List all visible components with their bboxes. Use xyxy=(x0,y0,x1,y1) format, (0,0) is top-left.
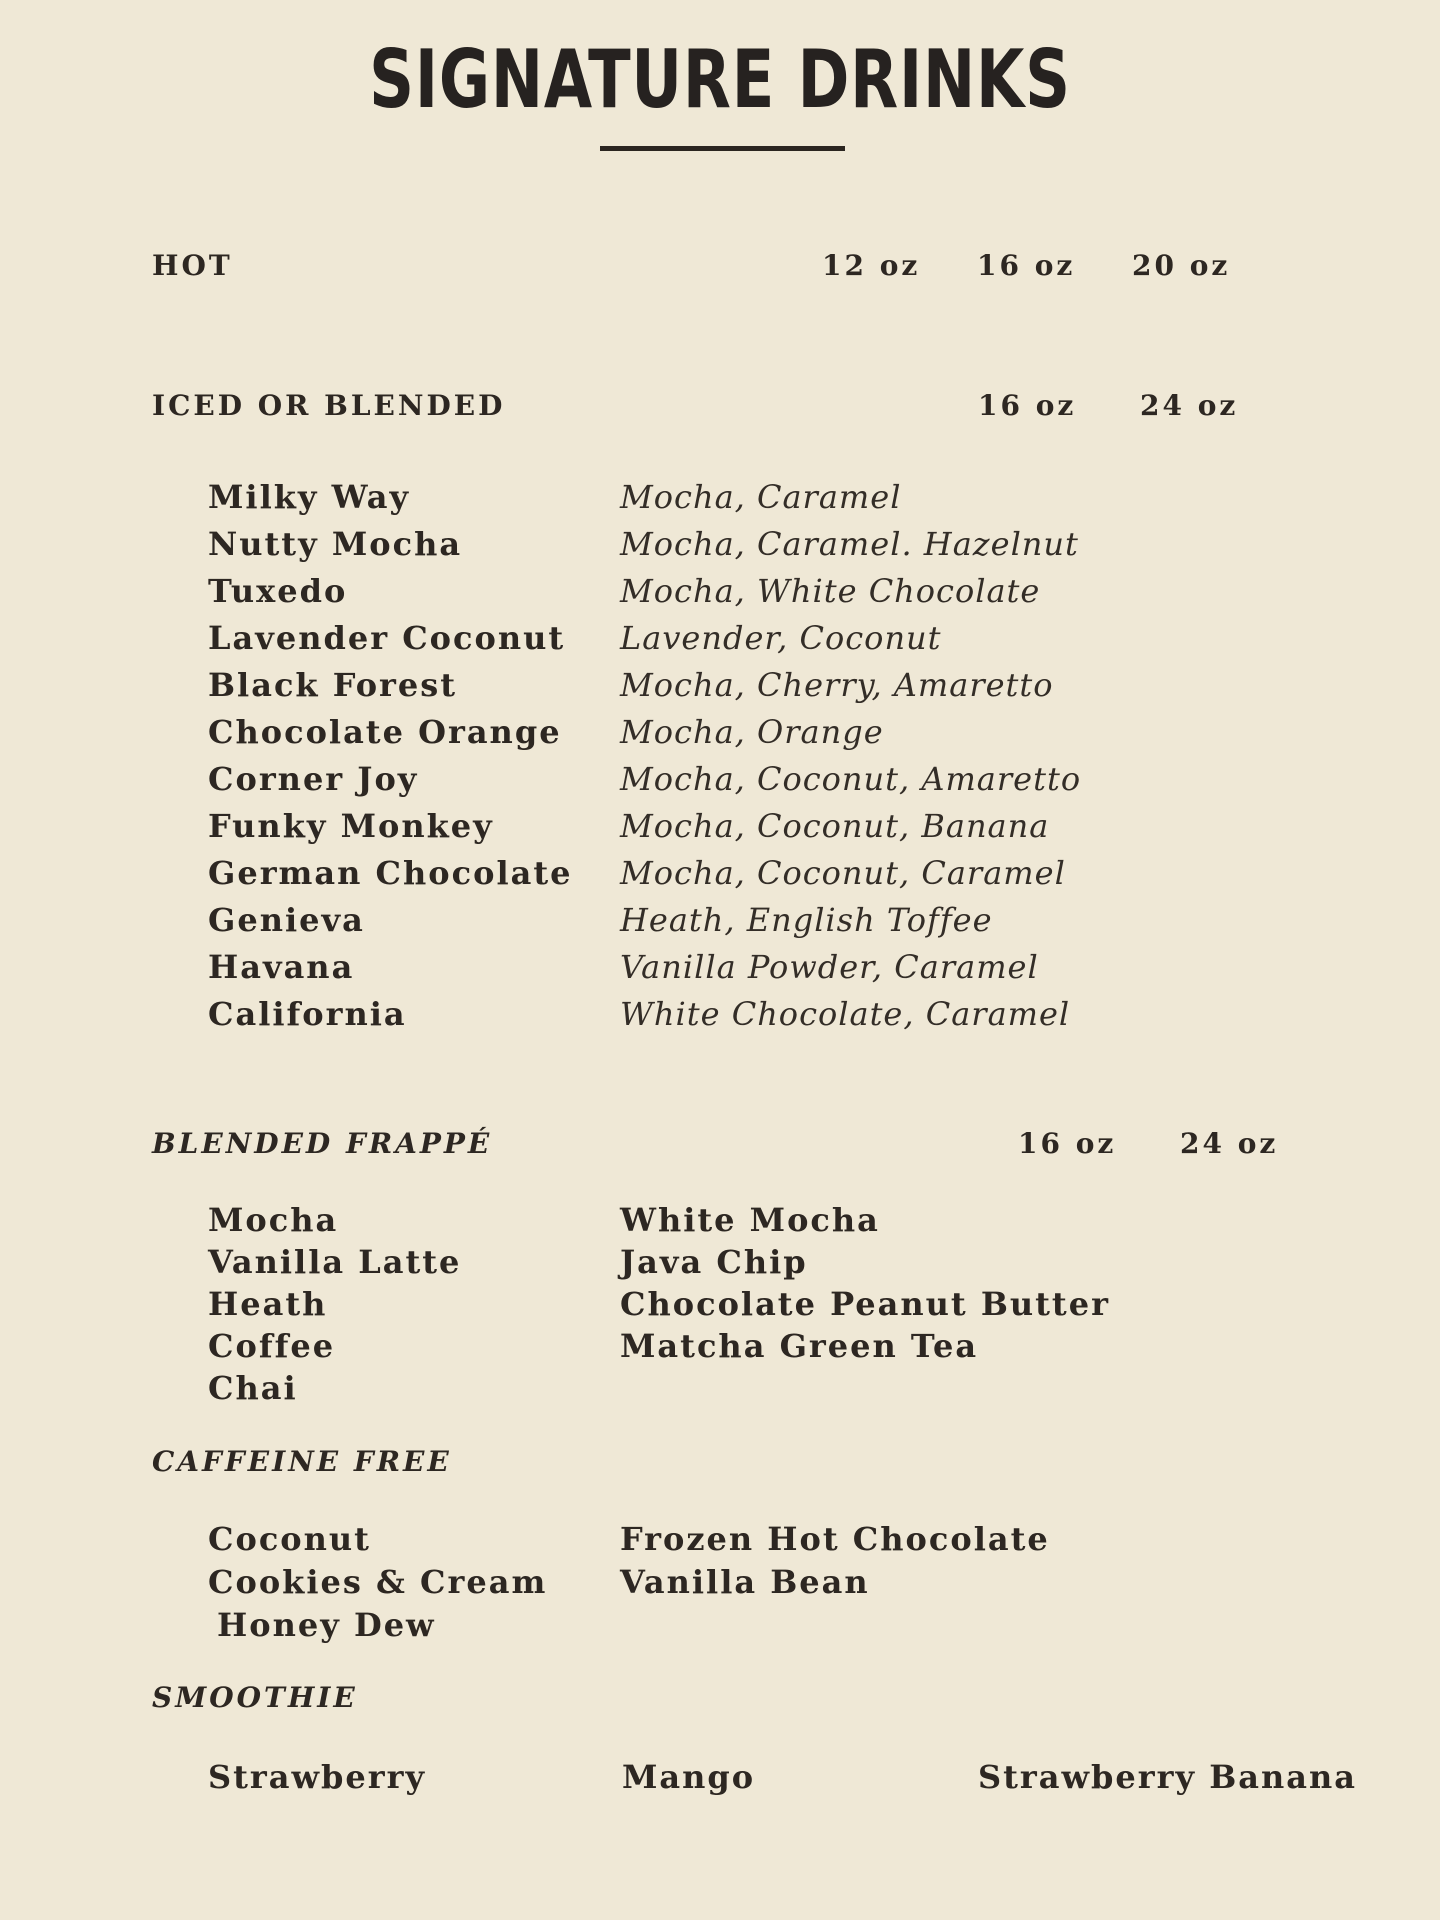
drink-name: Mocha xyxy=(208,1201,339,1239)
section-label-smoothie: SMOOTHIE xyxy=(152,1681,358,1714)
menu-item-row xyxy=(208,803,1400,850)
drink-name: Cookies & Cream xyxy=(208,1563,548,1601)
drink-name: German Chocolate xyxy=(208,854,573,892)
size-label: 12 oz xyxy=(822,249,921,282)
drink-name: Frozen Hot Chocolate xyxy=(620,1520,1050,1558)
menu-item-row xyxy=(208,1325,1400,1367)
drink-description: Mocha, Coconut, Caramel xyxy=(620,854,1066,892)
drink-name: Honey Dew xyxy=(217,1606,436,1644)
caffeine-free-drinks-list xyxy=(208,1518,1400,1647)
size-label: 16 oz xyxy=(978,389,1077,422)
menu-item-row xyxy=(208,1604,1400,1647)
drink-name: Corner Joy xyxy=(208,760,419,798)
drink-name: Java Chip xyxy=(620,1243,808,1281)
drink-name: Coconut xyxy=(208,1520,371,1558)
drink-name: White Mocha xyxy=(620,1201,880,1239)
drink-description: White Chocolate, Caramel xyxy=(620,995,1071,1033)
drink-name: Chai xyxy=(208,1369,298,1407)
menu-item-row xyxy=(208,944,1400,991)
size-label: 20 oz xyxy=(1132,249,1231,282)
drink-name: Havana xyxy=(208,948,355,986)
iced-drinks-list xyxy=(208,474,1400,1038)
drink-name: Heath xyxy=(208,1285,328,1323)
drink-name: Black Forest xyxy=(208,666,458,704)
drink-name: Matcha Green Tea xyxy=(620,1327,979,1365)
drink-name: Chocolate Orange xyxy=(208,713,562,751)
size-label: 16 oz xyxy=(1018,1127,1117,1160)
page-title: SIGNATURE DRINKS xyxy=(369,33,1071,126)
menu-item-row xyxy=(208,662,1400,709)
section-label-iced: ICED OR BLENDED xyxy=(152,389,506,422)
drink-name: Strawberry xyxy=(208,1758,427,1796)
drink-description: Mocha, Caramel xyxy=(620,478,902,516)
drink-description: Mocha, Coconut, Amaretto xyxy=(620,760,1082,798)
drink-description: Mocha, Caramel. Hazelnut xyxy=(620,525,1079,563)
frappe-drinks-list xyxy=(208,1199,1400,1409)
menu-item-row xyxy=(208,1518,1400,1561)
menu-item-row xyxy=(208,850,1400,897)
menu-item-row xyxy=(208,1241,1400,1283)
title-underline xyxy=(600,146,845,151)
menu-item-row xyxy=(208,756,1400,803)
drink-description: Mocha, Orange xyxy=(620,713,884,751)
drink-name: Mango xyxy=(622,1758,756,1796)
drink-description: Mocha, Coconut, Banana xyxy=(620,807,1050,845)
menu-item-row xyxy=(208,521,1400,568)
drink-name: Vanilla Latte xyxy=(208,1243,462,1281)
drink-name: Chocolate Peanut Butter xyxy=(620,1285,1110,1323)
drink-name: Vanilla Bean xyxy=(620,1563,870,1601)
drink-description: Mocha, White Chocolate xyxy=(620,572,1041,610)
drink-name: Strawberry Banana xyxy=(978,1758,1357,1796)
drink-name: Coffee xyxy=(208,1327,336,1365)
menu-item-row xyxy=(208,897,1400,944)
drink-name: Nutty Mocha xyxy=(208,525,463,563)
drink-name: Milky Way xyxy=(208,478,411,516)
drink-description: Lavender, Coconut xyxy=(620,619,942,657)
size-label: 16 oz xyxy=(977,249,1076,282)
section-label-hot: HOT xyxy=(152,249,233,282)
menu-item-row xyxy=(208,1561,1400,1604)
menu-item-row xyxy=(208,991,1400,1038)
section-label-caffeine-free: CAFFEINE FREE xyxy=(152,1445,452,1478)
smoothie-drinks-list xyxy=(208,1759,1357,1795)
drink-name: Genieva xyxy=(208,901,365,939)
menu-item-row xyxy=(208,1283,1400,1325)
section-label-frappe: BLENDED FRAPPÉ xyxy=(152,1127,493,1160)
menu-item-row xyxy=(208,474,1400,521)
menu-item-row xyxy=(208,709,1400,756)
menu-item-row xyxy=(208,568,1400,615)
drink-name: California xyxy=(208,995,407,1033)
drink-description: Vanilla Powder, Caramel xyxy=(620,948,1039,986)
menu-item-row xyxy=(208,615,1400,662)
drink-name: Funky Monkey xyxy=(208,807,494,845)
drink-description: Heath, English Toffee xyxy=(620,901,993,939)
drink-name: Tuxedo xyxy=(208,572,348,610)
drink-description: Mocha, Cherry, Amaretto xyxy=(620,666,1054,704)
menu-item-row xyxy=(208,1199,1400,1241)
size-label: 24 oz xyxy=(1140,389,1239,422)
menu-item-row xyxy=(208,1367,1400,1409)
size-label: 24 oz xyxy=(1180,1127,1279,1160)
drink-name: Lavender Coconut xyxy=(208,619,566,657)
